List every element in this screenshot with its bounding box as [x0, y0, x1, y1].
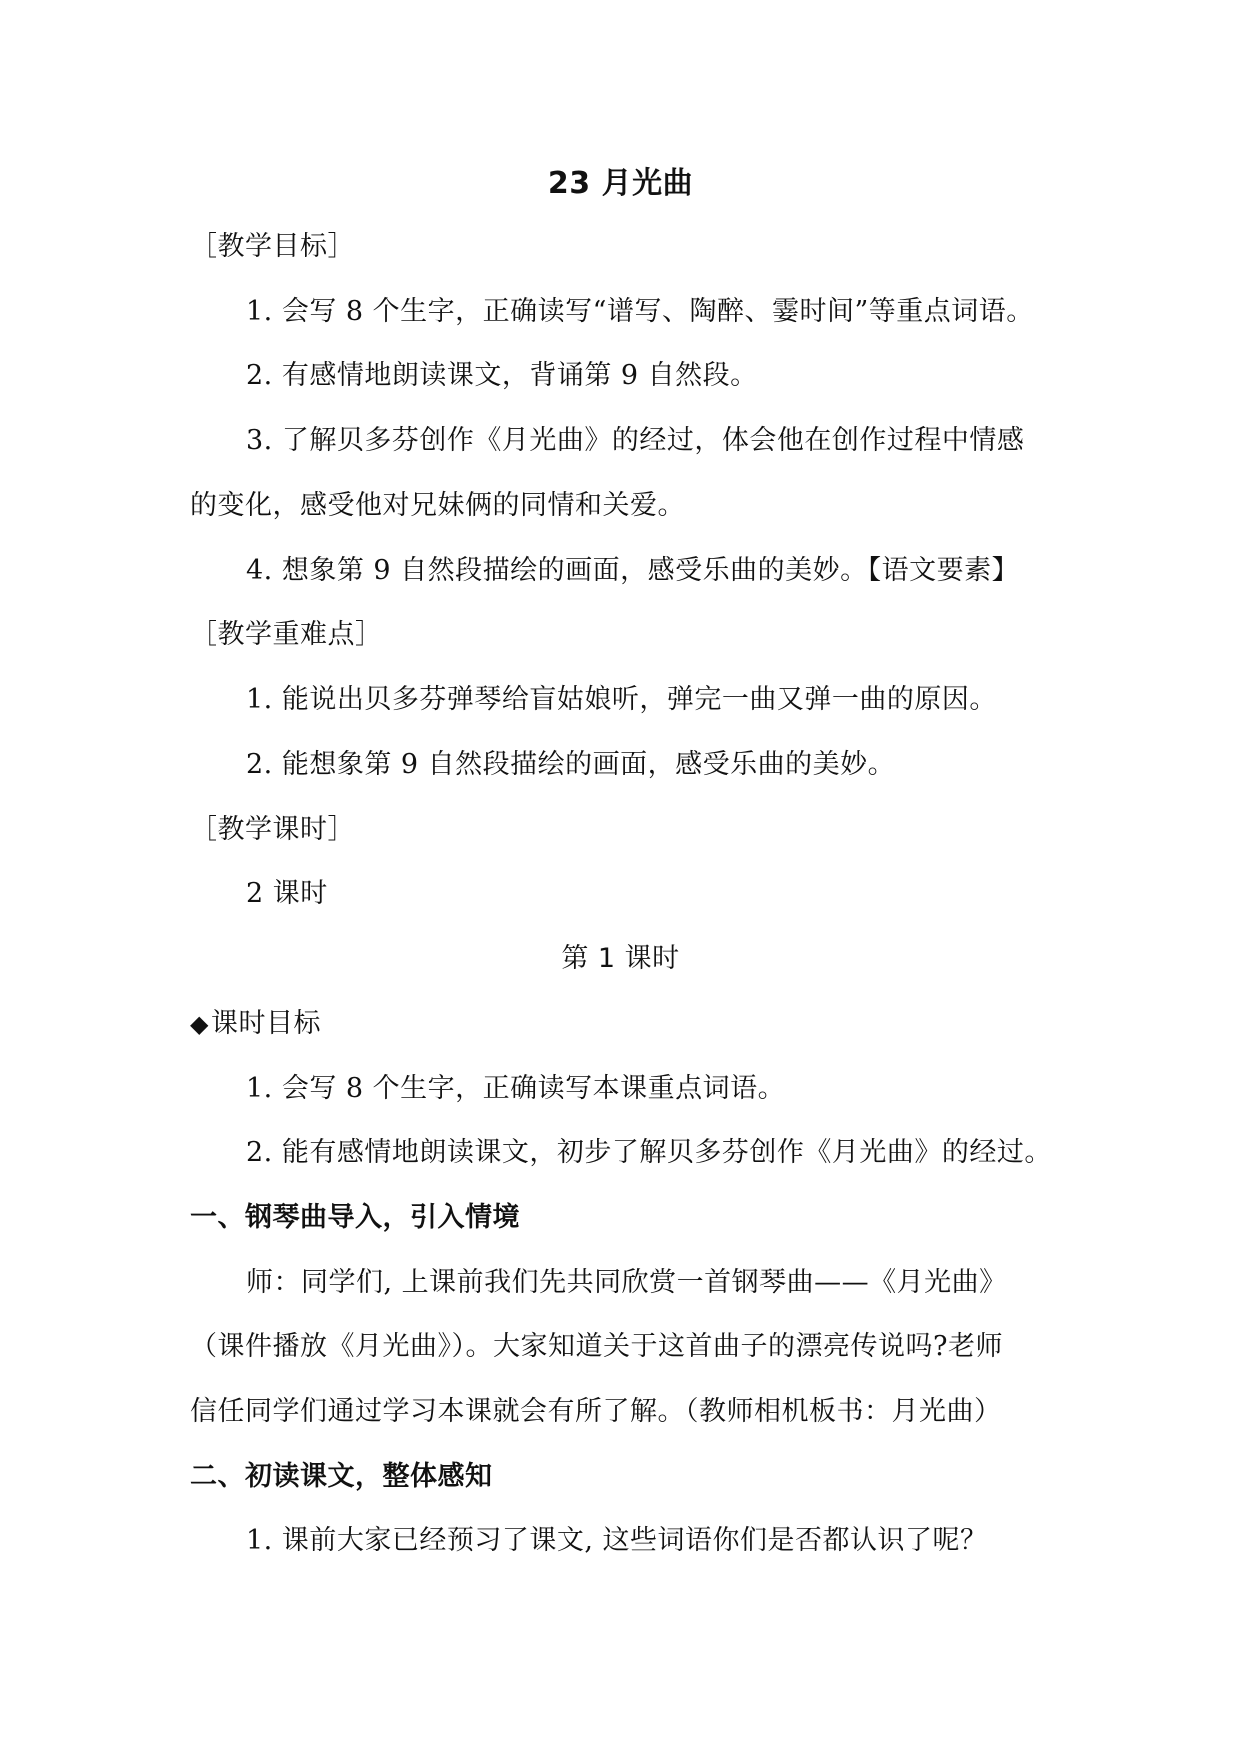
section1-line-3: 信任同学们通过学习本课就会有所了解。（教师相机板书：月光曲） — [190, 1396, 1002, 1427]
diamond-bullet-icon: ◆ — [190, 1010, 209, 1038]
class-hours-heading: ［教学课时］ — [190, 814, 355, 845]
key-difficulty-1: 1. 能说出贝多芬弹琴给盲姑娘听，弹完一曲又弹一曲的原因。 — [246, 684, 997, 715]
teaching-goal-3-continued: 的变化，感受他对兄妹俩的同情和关爱。 — [190, 490, 685, 521]
lesson1-goals-heading-text: 课时目标 — [210, 1008, 321, 1039]
teaching-goal-4: 4. 想象第 9 自然段描绘的画面，感受乐曲的美妙。【语文要素】 — [246, 555, 1020, 586]
section1-heading: 一、钢琴曲导入，引入情境 — [190, 1202, 520, 1233]
teaching-goals-heading: ［教学目标］ — [190, 231, 355, 262]
section1-line-2: （课件播放《月光曲》）。大家知道关于这首曲子的漂亮传说吗?老师 — [190, 1331, 1003, 1362]
lesson1-goals-heading — [190, 1004, 1070, 1044]
section2-heading: 二、初读课文，整体感知 — [190, 1461, 493, 1492]
document-title: 23 月光曲 — [547, 166, 694, 201]
lesson1-goal-1: 1. 会写 8 个生字，正确读写本课重点词语。 — [246, 1073, 786, 1104]
class-hours-value: 2 课时 — [246, 878, 328, 909]
section1-line-1: 师：同学们, 上课前我们先共同欣赏一首钢琴曲——《月光曲》 — [246, 1267, 1007, 1298]
key-difficulties-heading: ［教学重难点］ — [190, 619, 383, 650]
section2-line-1: 1. 课前大家已经预习了课文, 这些词语你们是否都认识了呢？ — [246, 1525, 988, 1556]
teaching-goal-1: 1. 会写 8 个生字，正确读写“谱写、陶醉、霎时间”等重点词语。 — [246, 296, 1034, 327]
lesson1-title: 第 1 课时 — [561, 943, 680, 974]
teaching-goal-2: 2. 有感情地朗读课文，背诵第 9 自然段。 — [246, 360, 758, 391]
lesson1-goal-2: 2. 能有感情地朗读课文，初步了解贝多芬创作《月光曲》的经过。 — [246, 1137, 1052, 1168]
teaching-goal-3: 3. 了解贝多芬创作《月光曲》的经过，体会他在创作过程中情感 — [246, 425, 1025, 456]
key-difficulty-2: 2. 能想象第 9 自然段描绘的画面，感受乐曲的美妙。 — [246, 749, 896, 780]
